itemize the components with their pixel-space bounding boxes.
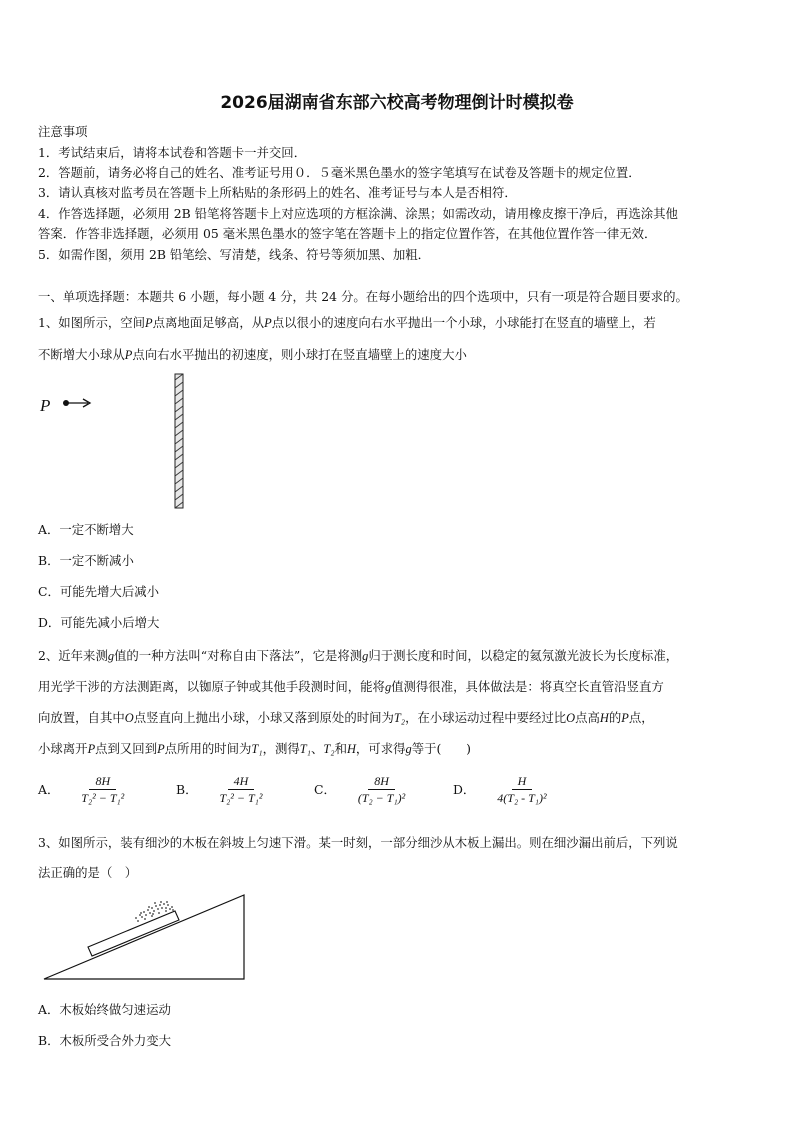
q2-option-c: C． $\frac{8H}{\text{(T₂ − T₁)²}}$ [314,774,406,805]
note-item: 4．作答选择题，必须用 2B 铅笔将答题卡上对应选项的方框涂满、涂黑；如需改动，请用橡皮擦干净后，再选涂其他 [38,206,678,221]
q1-option-d: D．可能先减小后增大 [38,615,160,630]
note-item: 3．请认真核对监考员在答题卡上所粘贴的条形码上的姓名、准考证号与本人是否相符． [38,185,517,200]
velocity-arrow-icon [60,395,100,411]
q1-option-a: A．一定不断增大 [38,522,134,537]
notes-heading: 注意事项 [38,124,88,139]
note-item: 2．答题前，请务必将自己的姓名、准考证号用０．５毫米黑色墨水的签字笔填写在试卷及答题卡的规定位置． [38,165,641,180]
point-p-label: P [40,396,51,415]
q3-option-a: A．木板始终做匀速运动 [38,1002,171,1017]
q2-option-d: D． $\frac{H}{\text{4(T₂ - T₁)²}}$ [453,774,547,805]
note-item: 答案．作答非选择题，必须用 05 毫米黑色墨水的签字笔在答题卡上的指定位置作答，在其他位置作答一律无效． [38,226,657,241]
q2-option-b: B． $\frac{4H}{\text{T₂² − T₁²}}$ [176,774,263,805]
q3-stem-line1: 3、如图所示，装有细沙的木板在斜坡上匀速下滑。某一时刻，一部分细沙从木板上漏出。则在细沙漏出前后，下列说 [38,835,678,850]
q1-stem-line2: 不断增大小球从P点向右水平抛出的初速度，则小球打在竖直墙壁上的速度大小 [38,347,467,362]
q1-option-b: B．一定不断减小 [38,553,134,568]
q3-option-b: B．木板所受合外力变大 [38,1033,172,1048]
note-item: 5．如需作图，须用 2B 铅笔绘、写清楚，线条、符号等须加黑、加粗． [38,247,431,262]
wall-icon [172,374,186,508]
q1-option-c: C．可能先增大后减小 [38,584,159,599]
page-title: 2026届湖南省东部六校高考物理倒计时模拟卷 [220,93,574,113]
note-item: 1．考试结束后，请将本试卷和答题卡一并交回． [38,145,307,160]
q2-option-a: A． $\frac{8H}{\text{T₂² − T₁²}}$ [38,774,125,805]
section-heading: 一、单项选择题：本题共 6 小题，每小题 4 分，共 24 分。在每小题给出的四个选项中，只有一项是符合题目要求的。 [38,289,688,304]
q2-stem-line2: 用光学干涉的方法测距离，以铷原子钟或其他手段测时间，能将g值测得很准，具体做法是：将真空长直管沿竖直方 [38,679,664,694]
q2-stem-line4: 小球离开P点到又回到P点所用的时间为T₁，测得T₁、T₂和H，可求得g等于( ) [38,741,471,756]
incline-board-sand-figure [42,893,248,981]
q1-stem-line1: 1、如图所示，空间P点离地面足够高，从P点以很小的速度向右水平抛出一个小球，小球能打在竖直的墙壁上，若 [38,315,656,330]
q2-stem-line3: 向放置，自其中O点竖直向上抛出小球，小球又落到原处的时间为T₂，在小球运动过程中要经过比O点高H的P点， [38,710,654,725]
q2-stem-line1: 2、近年来测g值的一种方法叫“对称自由下落法”，它是将测g归于测长度和时间，以稳定的氦氖激光波长为长度标准， [38,648,679,663]
q3-stem-line2: 法正确的是（ ） [38,865,138,880]
